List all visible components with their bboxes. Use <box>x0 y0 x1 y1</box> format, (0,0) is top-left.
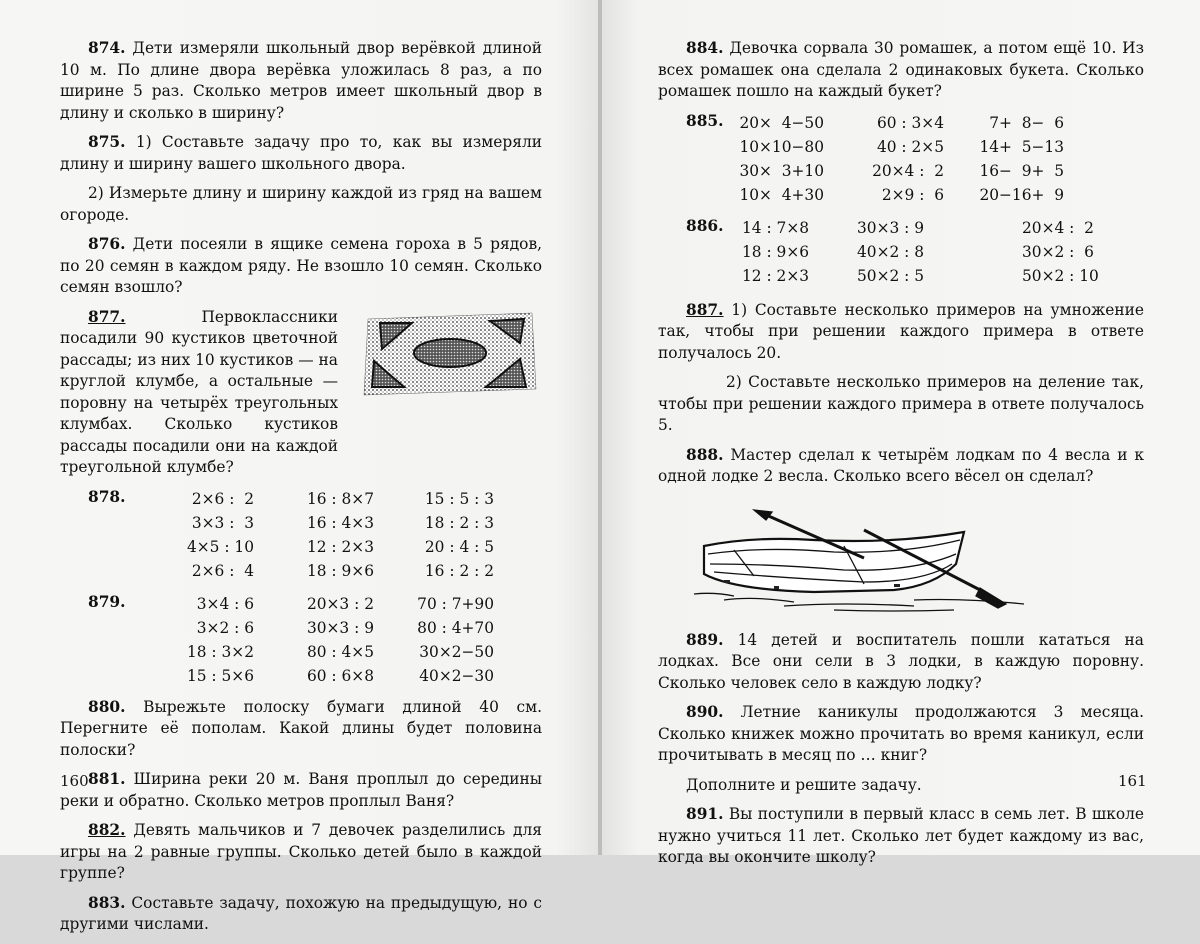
problem-number: 880. <box>88 697 126 716</box>
left-page-content <box>60 38 542 944</box>
expression: 80 : 4+70 <box>417 618 494 637</box>
problem-880 <box>60 697 542 762</box>
column-3 <box>944 111 1064 207</box>
problem-881 <box>60 769 542 812</box>
page-number: 160 <box>60 772 89 790</box>
expression: 10×10−80 <box>739 137 824 156</box>
problem-text: Первоклассники посадили 90 кустиков цветочной рассады; из них 10 кустиков — на круглой клумбе, а остальные — поровну на четырёх треугольных клумбах. Сколько кустиков рассады посадили они на каждой треугольной клумбе? <box>60 307 338 476</box>
expression: 16 : 4×3 <box>306 513 374 532</box>
problem-888 <box>658 445 1144 488</box>
column-3 <box>374 487 494 583</box>
expression: 30× 3+10 <box>739 161 824 180</box>
problem-text: 1) Составьте несколько примеров на умножение так, чтобы при решении каждого примера в ответе получалось 20. <box>658 300 1144 362</box>
problem-890-part2: Дополните и решите задачу. <box>686 775 922 794</box>
expression: 30×3 : 9 <box>857 218 925 237</box>
expression: 16 : 8×7 <box>306 489 374 508</box>
problem-number: 887. <box>686 300 724 319</box>
problem-number: 878. <box>88 487 126 506</box>
problem-number: 877. <box>88 307 126 326</box>
problem-878 <box>60 487 542 583</box>
expression: 20 : 4 : 5 <box>424 537 494 556</box>
problem-875 <box>60 132 542 175</box>
problem-number: 885. <box>686 111 724 130</box>
problem-876 <box>60 234 542 299</box>
problem-874 <box>60 38 542 124</box>
expression: 15 : 5×6 <box>186 666 254 685</box>
problem-877 <box>60 307 542 487</box>
column-2 <box>824 111 944 207</box>
problem-891 <box>658 804 1144 869</box>
problem-text: Девять мальчиков и 7 девочек разделились для игры на 2 равные группы. Сколько детей было в каждой группе? <box>60 821 542 882</box>
problem-text: Ширина реки 20 м. Ваня проплыл до середины реки и обратно. Сколько метров проплыл Ваня? <box>60 770 542 810</box>
expression: 3×3 : 3 <box>191 513 254 532</box>
problem-number: 884. <box>686 39 724 57</box>
problem-886 <box>658 216 1144 288</box>
expression: 30×2 : 6 <box>1022 242 1094 261</box>
page-number: 161 <box>1118 772 1147 790</box>
problem-875-part2: 2) Измерьте длину и ширину каждой из гряд на вашем огороде. <box>60 184 542 224</box>
problem-text: Дети посеяли в ящике семена гороха в 5 рядов, по 20 семян в каждом ряду. Не взошло 10 семян. Сколько семян взошло? <box>60 235 542 296</box>
rowboat-illustration <box>694 506 1054 616</box>
expression: 50×2 : 10 <box>1022 266 1099 285</box>
expression: 40×2−30 <box>419 666 494 685</box>
problem-889 <box>658 630 1144 695</box>
problem-885 <box>658 111 1144 207</box>
problem-text: Мастер сделал к четырём лодкам по 4 весла и к одной лодке 2 весла. Сколько всего вёсел он сделал? <box>658 445 1144 485</box>
expression: 20×4 : 2 <box>872 161 944 180</box>
column-2 <box>254 592 374 688</box>
expression: 16− 9+ 5 <box>979 161 1064 180</box>
problem-number: 890. <box>686 703 724 721</box>
problem-879 <box>60 592 542 688</box>
problem-text: Вы поступили в первый класс в семь лет. В школе нужно учиться 11 лет. Сколько лет будет каждому из вас, когда вы окончите школу? <box>658 805 1144 866</box>
problem-text: 14 детей и воспитатель пошли кататься на лодках. Все они сели в 3 лодки, в каждую поровну. Сколько человек село в каждую лодку? <box>658 630 1144 692</box>
expression: 2×6 : 2 <box>191 489 254 508</box>
expression: 3×4 : 6 <box>196 594 254 613</box>
problem-text: 1) Составьте задачу про то, как вы измеряли длину и ширину вашего школьного двора. <box>60 133 542 173</box>
expression: 30×3 : 9 <box>306 618 374 637</box>
problem-887 <box>658 300 1144 365</box>
expression: 15 : 5 : 3 <box>424 489 494 508</box>
expression: 14 : 7×8 <box>742 218 810 237</box>
expression: 12 : 2×3 <box>742 266 810 285</box>
left-page <box>0 0 598 933</box>
right-page-content <box>658 38 1144 877</box>
right-page <box>602 0 1200 866</box>
column-1 <box>734 111 824 207</box>
problem-884 <box>658 38 1144 103</box>
problem-890 <box>658 702 1144 767</box>
column-2 <box>254 487 374 583</box>
expression: 50×2 : 5 <box>857 266 925 285</box>
problem-text: Летние каникулы продолжаются 3 месяца. Сколько книжек можно прочитать во время каникул, если прочитывать в месяц по … книг? <box>658 703 1144 764</box>
problem-number: 886. <box>686 216 724 235</box>
expression: 10× 4+30 <box>739 185 824 204</box>
expression: 40×2 : 8 <box>857 242 925 261</box>
expression: 3×2 : 6 <box>196 618 254 637</box>
expression: 20−16+ 9 <box>979 185 1064 204</box>
column-3 <box>977 216 1112 288</box>
expression: 18 : 9×6 <box>742 242 810 261</box>
expression: 60 : 6×8 <box>306 666 374 685</box>
problem-number: 876. <box>88 235 126 253</box>
expression: 2×6 : 4 <box>191 561 254 580</box>
problem-text: Дети измеряли школьный двор верёвкой длиной 10 м. По длине двора верёвка уложилась 8 раз, а по ширине 5 раз. Сколько метров имеет школьный двор в длину и сколько в ширину? <box>60 39 542 122</box>
problem-887-part2: 2) Составьте несколько примеров на деление так, чтобы при решении каждого примера в ответе получалось 5. <box>658 373 1144 434</box>
expression: 2×9 : 6 <box>881 185 944 204</box>
problem-number: 891. <box>686 805 724 823</box>
problem-number: 889. <box>686 630 724 649</box>
column-1 <box>136 592 254 688</box>
column-2 <box>812 216 977 288</box>
expression: 14+ 5−13 <box>979 137 1064 156</box>
problem-number: 874. <box>88 39 126 57</box>
expression: 7+ 8− 6 <box>989 113 1064 132</box>
problem-883 <box>60 893 542 936</box>
column-3 <box>374 592 494 688</box>
problem-number: 875. <box>88 133 126 151</box>
expression: 60 : 3×4 <box>876 113 944 132</box>
expression: 18 : 9×6 <box>306 561 374 580</box>
expression: 16 : 2 : 2 <box>424 561 494 580</box>
expression: 20× 4−50 <box>739 113 824 132</box>
problem-877-text <box>60 307 338 479</box>
expression: 12 : 2×3 <box>306 537 374 556</box>
problem-text: Составьте задачу, похожую на предыдущую, но с другими числами. <box>60 893 542 933</box>
problem-number: 882. <box>88 821 126 839</box>
column-1 <box>734 216 812 288</box>
expression: 18 : 2 : 3 <box>424 513 494 532</box>
expression: 20×3 : 2 <box>306 594 374 613</box>
problem-number: 888. <box>686 445 724 464</box>
expression: 70 : 7+90 <box>417 594 494 613</box>
expression: 80 : 4×5 <box>306 642 374 661</box>
column-1 <box>136 487 254 583</box>
expression: 40 : 2×5 <box>876 137 944 156</box>
problem-number: 881. <box>88 770 126 788</box>
problem-number: 879. <box>88 592 126 611</box>
expression: 30×2−50 <box>419 642 494 661</box>
flowerbeds-illustration <box>360 309 540 397</box>
problem-text: Вырежьте полоску бумаги длиной 40 см. Перегните её пополам. Какой длины будет половина полоски? <box>60 697 542 759</box>
problem-number: 883. <box>88 893 126 912</box>
problem-882 <box>60 820 542 885</box>
expression: 20×4 : 2 <box>1022 218 1094 237</box>
expression: 18 : 3×2 <box>186 642 254 661</box>
problem-text: Девочка сорвала 30 ромашек, а потом ещё 10. Из всех ромашек она сделала 2 одинаковых букета. Сколько ромашек пошло на каждый букет? <box>658 39 1144 100</box>
expression: 4×5 : 10 <box>186 537 254 556</box>
